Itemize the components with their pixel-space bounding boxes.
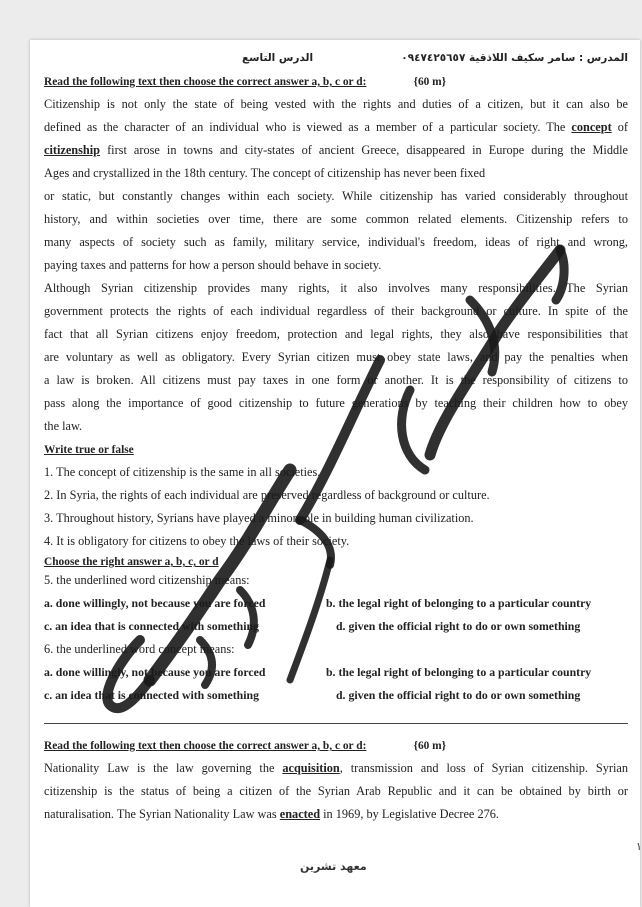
passage1-text: Ages and crystallized in the 18th century. The concept of citizenship has never been fixed (44, 166, 486, 180)
passage2-text: citizenship is the status of being a citizen of the Syrian Arab Republic and it can be obtained by birth or (44, 784, 628, 798)
passage1-text: Although Syrian citizenship provides many rights, it also involves many responsibilities. The Syrian (44, 281, 628, 295)
passage1-text: defined as the character of an individual who is viewed as a member of a particular society. The (44, 120, 572, 134)
passage1-text: pass along the importance of good citizenship to future generations by teaching their children how to obey (44, 396, 628, 410)
section-divider (44, 723, 628, 724)
passage1-underlined-word: citizenship (44, 143, 101, 157)
q5-option-a: a. done willingly, not because you are forced (44, 596, 266, 610)
q5-option-d: d. given the official right to do or own something (336, 619, 581, 633)
passage2-text: in 1969, by Legislative Decree 276. (320, 807, 499, 821)
true-false-heading-row (44, 438, 628, 461)
question-5: 5. the underlined word citizenship means: (44, 573, 250, 587)
section1-instruction: Read the following text then choose the correct answer a, b, c or d: (44, 76, 367, 88)
question-6: 6. the underlined word concept means: (44, 642, 235, 656)
q5-option-c: c. an idea that is connected with something (44, 619, 259, 633)
q6-option-c: c. an idea that is connected with something (44, 688, 259, 702)
passage1-line (44, 208, 628, 231)
passage1-text: of (611, 120, 628, 134)
passage1-line (44, 346, 628, 369)
tf-item-1: 1. The concept of citizenship is the same in all societies. (44, 465, 321, 479)
document-page (30, 40, 640, 907)
tf-item-2: 2. In Syria, the rights of each individual are preserved regardless of background or culture. (44, 488, 490, 502)
passage1-line (44, 231, 628, 254)
passage1-underlined-word: concept (571, 120, 612, 134)
tf-item-3: 3. Throughout history, Syrians have played a minor role in building human civilization. (44, 511, 474, 525)
teacher-info: المدرس : سامر سكيف اللاذقية ٠٩٤٧٤٢٥٦٥٧ (401, 52, 628, 64)
passage1-text: fact that all Syrian citizens enjoy freedom, protection and legal rights, they also have responsibilities that (44, 327, 628, 341)
passage2-text: Nationality Law is the law governing the (44, 761, 283, 775)
q6-option-a: a. done willingly, not because you are forced (44, 665, 266, 679)
page-content (44, 50, 628, 826)
passage2-line (44, 803, 628, 826)
choose-heading-row (44, 553, 628, 569)
q5-option-b: b. the legal right of belonging to a particular country (326, 596, 592, 610)
passage-1 (44, 93, 628, 438)
passage1-line (44, 415, 628, 438)
passage2-underlined-word: enacted (279, 807, 321, 821)
passage1-line (44, 277, 628, 300)
passage1-line (44, 369, 628, 392)
passage1-text: or static, but constantly changes within each society. While citizenship has varied considerably throughout (44, 189, 628, 203)
q5-options-row-2 (44, 615, 628, 638)
q6-option-b: b. the legal right of belonging to a particular country (326, 665, 592, 679)
passage1-line (44, 139, 628, 162)
passage1-text: are voluntary as well as obligatory. Every Syrian citizen must obey state laws, and pay the penalties when (44, 350, 628, 364)
passage1-text: Citizenship is not only the state of being vested with the rights and duties of a citizen, but it can also be (44, 97, 628, 111)
passage1-line (44, 162, 628, 185)
passage1-line (44, 185, 628, 208)
q6-option-d: d. given the official right to do or own something (336, 688, 581, 702)
q5-options-row-1 (44, 592, 628, 615)
section2-instruction: Read the following text then choose the correct answer a, b, c or d: (44, 740, 367, 752)
passage1-line (44, 300, 628, 323)
passage1-text: the law. (44, 419, 83, 433)
q6-options-row-1 (44, 661, 628, 684)
passage1-line (44, 323, 628, 346)
section1-instruction-row (44, 70, 628, 93)
passage1-text: history, and within societies over time, there are some common related elements. Citizenship refers to (44, 212, 628, 226)
choose-instruction: Choose the right answer a, b, c, or d (44, 556, 219, 568)
section2-marks: {60 m} (413, 740, 447, 752)
page-header (44, 50, 628, 70)
passage2-text: naturalisation. The Syrian Nationality Law was (44, 807, 280, 821)
tf-item-4: 4. It is obligatory for citizens to obey the laws of their society. (44, 534, 350, 548)
q6-options-row-2 (44, 684, 628, 707)
passage1-text: many aspects of society such as family, military service, individual's freedom, ideas of right and wrong, (44, 235, 628, 249)
passage2-line (44, 780, 628, 803)
institute-name: معهد تشرين (300, 860, 367, 873)
passage1-line (44, 392, 628, 415)
passage1-line (44, 254, 628, 277)
lesson-title: الدرس التاسع (242, 52, 314, 64)
passage1-text: government protects the rights of each individual regardless of their background or culture. In spite of the (44, 304, 628, 318)
passage2-text: , transmission and loss of Syrian citizenship. Syrian (339, 761, 629, 775)
passage1-text: a law is broken. All citizens must pay taxes in one form or another. It is the responsibility of citizens to (44, 373, 628, 387)
passage-2 (44, 757, 628, 826)
passage1-text: paying taxes and patterns for how a person should behave in society. (44, 258, 382, 272)
section2-instruction-row (44, 734, 628, 757)
page-number: ١ (636, 840, 642, 853)
passage1-text: first arose in towns and city-states of ancient Greece, disappeared in Europe during the Middle (100, 143, 628, 157)
section1-marks: {60 m} (413, 76, 447, 88)
passage1-line (44, 116, 628, 139)
passage2-underlined-word: acquisition (282, 761, 340, 775)
true-false-instruction: Write true or false (44, 444, 134, 456)
passage1-line (44, 93, 628, 116)
passage2-line (44, 757, 628, 780)
